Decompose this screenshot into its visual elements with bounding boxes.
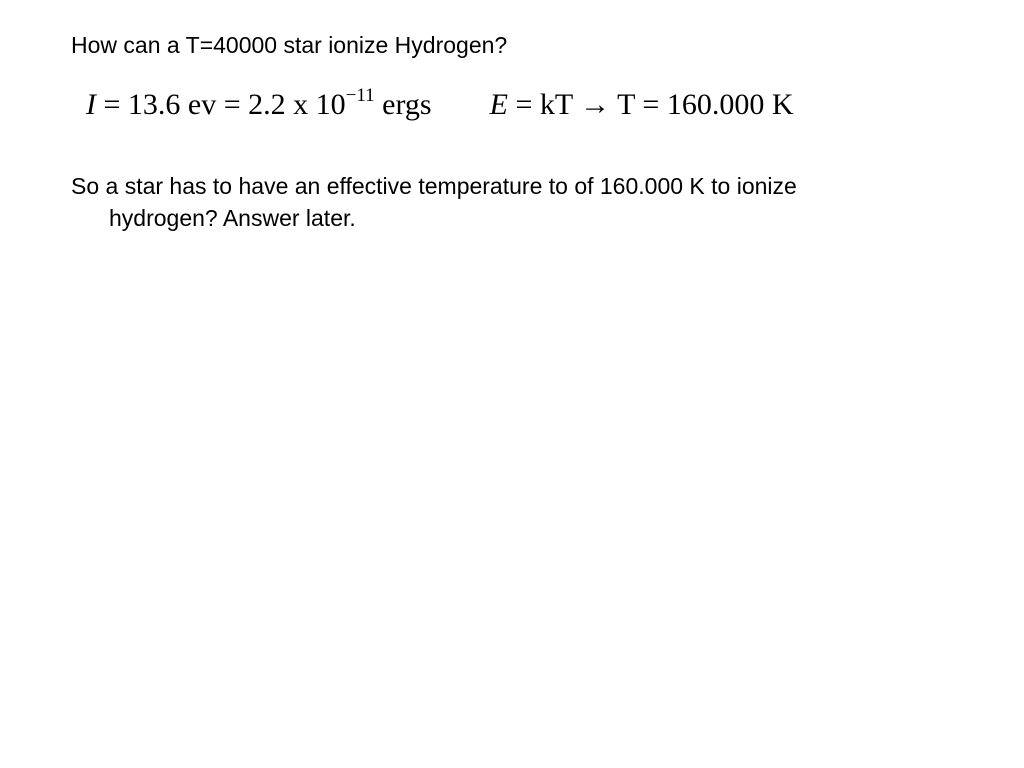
- temperature-expression: = kT → T = 160.000 K: [507, 88, 794, 121]
- question-text: How can a T=40000 star ionize Hydrogen?: [71, 32, 508, 58]
- energy-symbol: E: [489, 88, 508, 121]
- ionization-energy-expression: = 13.6 ev = 2.2 x 10: [96, 88, 346, 121]
- ionization-energy-symbol: I: [86, 88, 96, 121]
- answer-text: So a star has to have an effective temperature to of 160.000 K to ionize hydrogen? Answer later.: [71, 173, 797, 231]
- exponent: −11: [345, 85, 375, 106]
- energy-unit: ergs: [374, 88, 432, 121]
- ionization-equation: [86, 86, 793, 124]
